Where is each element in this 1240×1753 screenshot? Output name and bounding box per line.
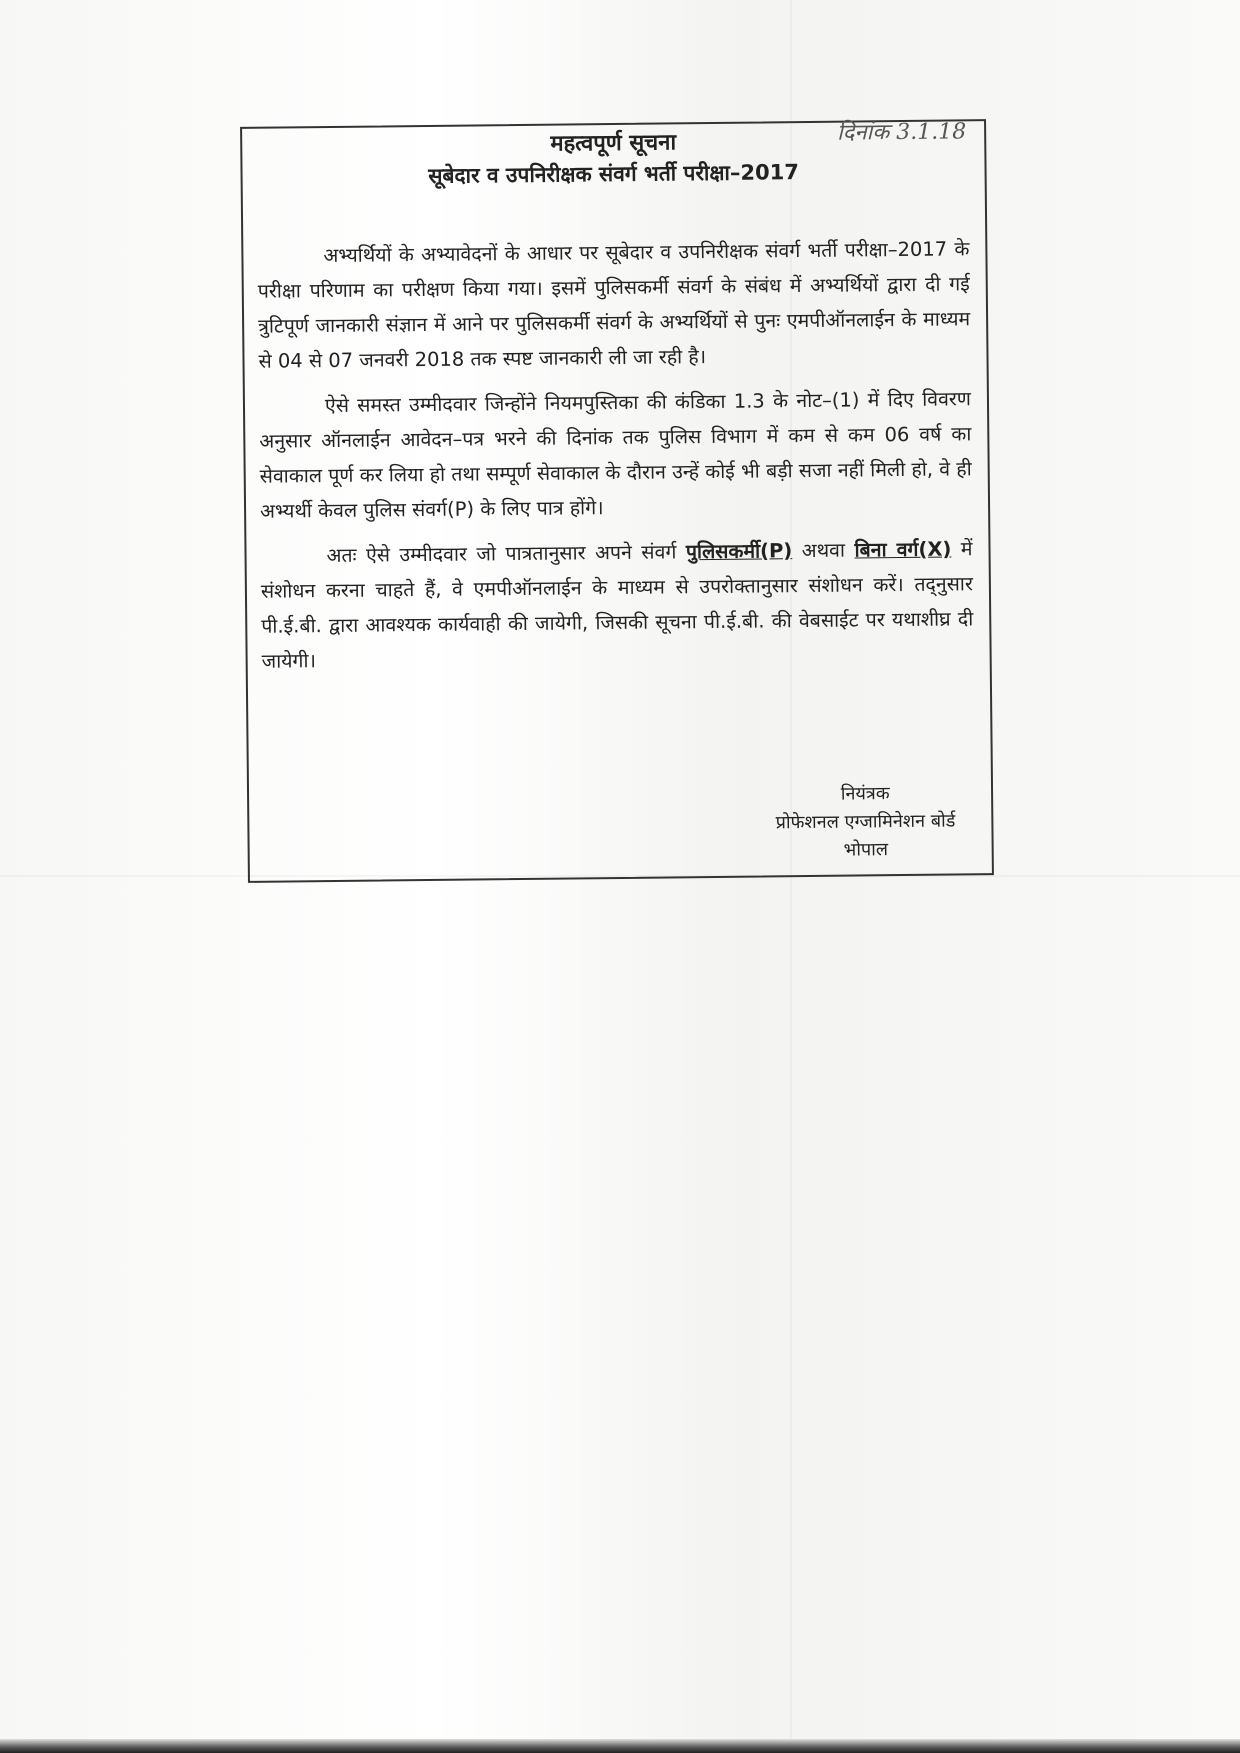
notice-subtitle: सूबेदार व उपनिरीक्षक संवर्ग भर्ती परीक्षा–2017 (428, 160, 799, 188)
notice-box (240, 119, 994, 883)
signature-organization: प्रोफेशनल एग्जामिनेशन बोर्ड (775, 810, 956, 834)
notice-title: महत्वपूर्ण सूचना (550, 130, 677, 157)
paragraph-2: ऐसे समस्त उम्मीदवार जिन्होंने नियमपुस्तिका की कंडिका 1.3 के नोट–(1) में दिए विवरण अनुसार ऑनलाईन आवेदन–पत्र भरने की दिनांक तक पुलिस विभाग में कम से कम 06 वर्ष का सेवाकाल पूर्ण कर लिया हो तथा सम्पूर्ण सेवाकाल के दौरान उन्हें कोई भी बड़ी सजा नहीं मिली हो, वे ही अभ्यर्थी केवल पुलिस संवर्ग(P) के लिए पात्र होंगे। (259, 387, 972, 523)
paragraph-3-text-c: अथवा (792, 538, 855, 563)
handwritten-date: दिनांक 3.1.18 (836, 119, 967, 146)
scan-bottom-edge (0, 1739, 1240, 1753)
paragraph-1: अभ्यर्थियों के अभ्यावेदनों के आधार पर सूबेदार व उपनिरीक्षक संवर्ग भर्ती परीक्षा–2017 के परीक्षा परिणाम का परीक्षण किया गया। इसमें पुलिसकर्मी संवर्ग के संबंध में अभ्यर्थियों द्वारा दी गई त्रुटिपूर्ण जानकारी संज्ञान में आने पर पुलिसकर्मी संवर्ग के अभ्यर्थियों से पुनः एमपीऑनलाईन के माध्यम से 04 से 07 जनवरी 2018 तक स्पष्ट जानकारी ली जा रही है। (257, 237, 971, 373)
category-x-emphasis: बिना वर्ग(X) (854, 537, 952, 562)
signature-city: भोपाल (843, 839, 889, 861)
signature-designation: नियंत्रक (840, 783, 890, 805)
paragraph-3-text-a: अतः ऐसे उम्मीदवार जो पात्रतानुसार अपने संवर्ग (326, 540, 686, 568)
paragraph-3 (260, 531, 973, 678)
paragraph-3-text-e: में संशोधन करना चाहते हैं, वे एमपीऑनलाईन के माध्यम से उपरोक्तानुसार संशोधन करें। तद्नुसार पी.ई.बी. द्वारा आवश्यक कार्यवाही की जायेगी, जिसकी सूचना पी.ई.बी. की वेबसाईट पर यथाशीघ्र दी जायेगी। (260, 537, 974, 673)
signature-block (775, 779, 956, 865)
category-p-emphasis: पुलिसकर्मी(P) (685, 539, 793, 564)
